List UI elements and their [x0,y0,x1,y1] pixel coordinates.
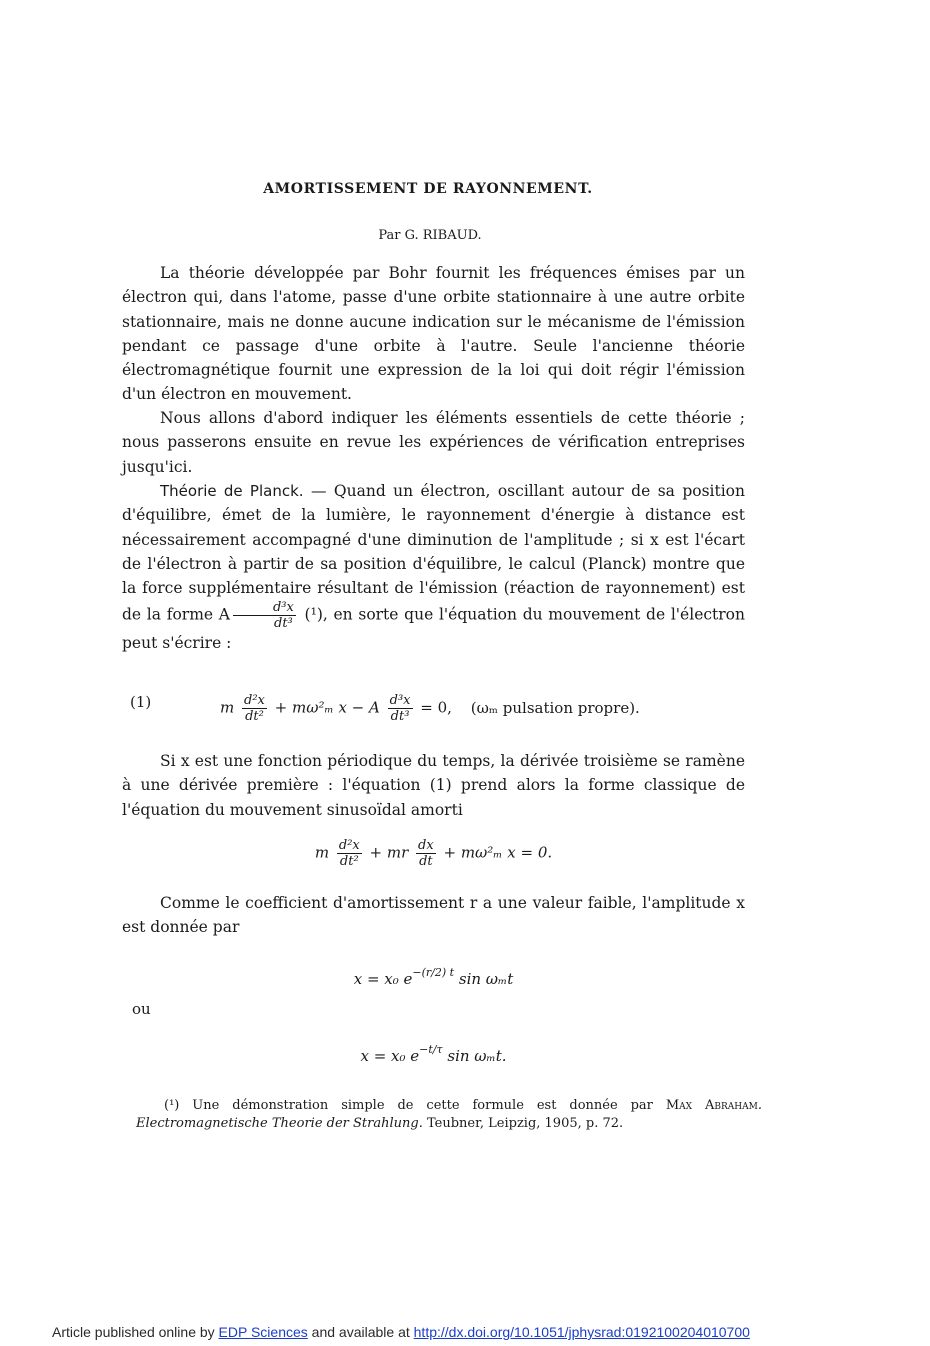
footnote-author: Max Abraham [665,1098,758,1113]
eq2-end: + mω²ₘ x = 0. [443,843,553,862]
footnote [136,1097,762,1133]
eq3-lhs: x = x₀ e [353,970,413,988]
fraction-d3x-dt3 [233,600,296,631]
equation-1-body [220,693,640,724]
paragraph-planck-theory [122,479,745,656]
fraction-denominator: dt³ [274,616,293,632]
eq2-middle: + mr [369,843,409,862]
equation-4-body [122,1043,745,1065]
doi-link[interactable]: http://dx.doi.org/10.1051/jphysrad:0192100204010700 [413,1324,750,1340]
publication-footer [52,1324,750,1340]
equation-number: (1) [130,693,152,711]
eq1-mass: m [220,698,235,717]
eq2-mass: m [314,843,330,862]
eq1-end: = 0, [420,698,452,717]
eq4-rhs: sin ωₘt. [447,1047,507,1065]
article-author: Par G. RIBAUD. [378,228,482,243]
publisher-link[interactable]: EDP Sciences [218,1324,308,1340]
footnote-publisher: Teubner, Leipzig, 1905, p. 72. [422,1116,624,1131]
eq3-rhs: sin ωₘt [458,970,514,988]
paragraph-planck-text-b: (¹), en sorte que l'équation du mouvement de l'électron peut s'écrire : [122,605,745,653]
eq1-fraction-2 [388,693,413,724]
section-heading-planck: Théorie de Planck. [160,482,304,500]
eq4-lhs: x = x₀ e [360,1047,420,1065]
eq2-fraction-1 [337,838,362,869]
footer-prefix: Article published online by [52,1324,219,1340]
eq2-f1-den: dt² [339,854,359,869]
eq4-exponent: −t/τ [419,1043,443,1056]
paragraph-bohr-theory: La théorie développée par Bohr fournit les fréquences émises par un électron qui, dans l'atome, passe d'une orbite stationnaire à une autre orbite stationnaire, mais ne donne aucune indication sur le mécanisme de l'émission pendant ce passage d'une orbite à l'autre. Seule l'ancienne théorie électromagnétique fournit une expression de la loi qui doit régir l'émission d'un électron en mouvement. [122,264,745,404]
eq1-f2-num: d³x [389,693,411,708]
paragraph-planck-text-a: — Quand un électron, oscillant autour de sa position d'équilibre, émet de la lumière, le rayonnement d'énergie à distance est nécessairement accompagné d'une diminution de l'amplitude ; si x est l'écart de l'électron à partir de sa position d'équilibre, le calcul (Planck) montre que la force supplémentaire résultant de l'émission (réaction de rayonnement) est de la forme A [122,482,745,624]
eq1-note: (ωₘ pulsation propre). [470,698,640,717]
footnote-text: (¹) Une démonstration simple de cette formule est donnée par [164,1098,666,1113]
eq2-f1-num: d²x [338,838,360,853]
or-word: ou [132,1000,151,1018]
eq1-fraction-1 [242,693,267,724]
article-title: AMORTISSEMENT DE RAYONNEMENT. [263,181,593,197]
eq2-f2-den: dt [419,854,433,869]
fraction-numerator: d³x [233,600,296,616]
eq1-f2-den: dt³ [390,709,410,724]
footer-middle: and available at [307,1324,414,1340]
paragraph-damping: Comme le coefficient d'amortissement r a une valeur faible, l'amplitude x est donnée par [122,894,745,937]
equation-2-body [122,838,745,869]
eq3-exponent: −(r/2) t [412,966,455,979]
eq2-f2-num: dx [418,838,434,853]
paragraph-periodic: Si x est une fonction périodique du temps, la dérivée troisième se ramène à une dérivée première : l'équation (1) prend alors la forme classique de l'équation du mouvement sinusoïdal amorti [122,752,745,819]
paragraph-outline: Nous allons d'abord indiquer les éléments essentiels de cette théorie ; nous passerons ensuite en revue les expériences de vérification entreprises jusqu'ici. [122,409,745,476]
eq1-middle: + mω²ₘ x − A [274,698,380,717]
eq2-fraction-2 [416,838,436,869]
eq1-f1-den: dt² [245,709,264,724]
eq1-f1-num: d²x [244,693,265,708]
equation-3-body [122,966,745,988]
footnote-work: . Electromagnetische Theorie der Strahlung. [136,1098,762,1131]
